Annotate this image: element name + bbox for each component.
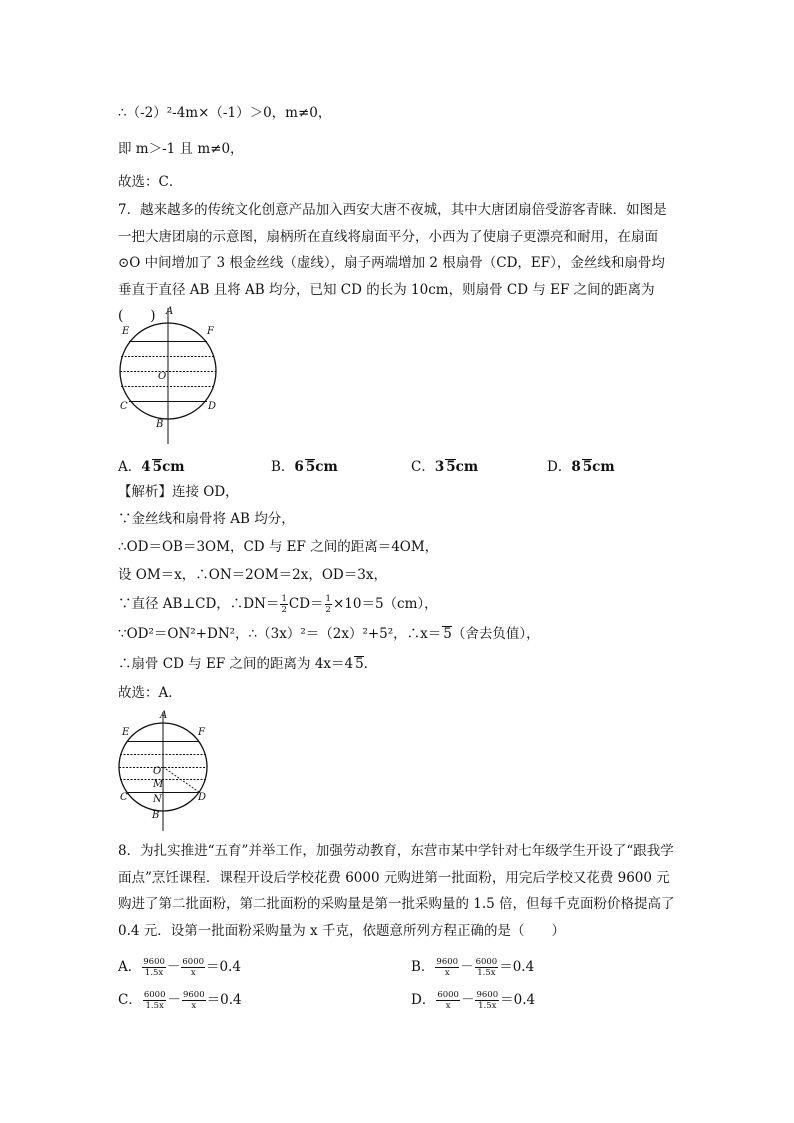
label-C: C	[120, 792, 128, 803]
label-O: O	[158, 371, 167, 382]
question-7-text: 7．越来越多的传统文化创意产品加入西安大唐不夜城，其中大唐团扇倍受游客青睐．如图是一把大唐团扇的示意图，扇柄所在直线将扇面平分，小西为了使扇子更漂亮和耐用，在扇面⊙O 中间增加了 3 根金丝线（虚线），扇子两端增加 2 根扇骨（CD，EF），金丝线和扇骨均垂直于直径 AB 且将 AB 均分，已知 CD 的长为 10cm，则扇骨 CD 与 EF 之间的距离为( )	[118, 202, 667, 324]
label-F: F	[207, 326, 214, 337]
q7-option-a: A．4 5cm	[118, 459, 185, 475]
label-M: M	[153, 779, 164, 790]
label-C: C	[120, 401, 128, 412]
label-F: F	[198, 727, 205, 738]
label-D: D	[208, 401, 217, 412]
solution-line-3: ∴OD＝OB＝3OM，CD 与 EF 之间的距离＝4OM，	[118, 539, 439, 555]
fraction-half: $\frac{1}{2}$	[281, 594, 287, 615]
prev-line-2: 即 m＞-1 且 m≠0，	[118, 141, 244, 157]
solution-line-5: ∵直径 AB⊥CD，∴DN＝ $\frac{1}{2}$ CD＝ $\frac{1}{2}$ ×10＝5（cm），	[118, 594, 438, 615]
label-O: O	[153, 766, 162, 777]
q8-option-d: D． $\frac{6000}{x}$ － $\frac{9600}{1.5x}$ ＝0.4	[411, 990, 536, 1011]
fan-figure	[116, 302, 226, 447]
q7-option-d: D．8 5cm	[547, 459, 615, 475]
solution-line-7: ∴扇骨 CD 与 EF 之间的距离为 4x＝4 5．	[118, 656, 378, 672]
q8-option-c: C． $\frac{6000}{1.5x}$ － $\frac{9600}{x}$ ＝0.4	[118, 990, 242, 1011]
fraction-half-2: $\frac{1}{2}$	[325, 594, 331, 615]
q7-option-c: C．3 5cm	[411, 459, 479, 475]
q8-option-b: B． $\frac{9600}{x}$ － $\frac{6000}{1.5x}$ ＝0.4	[411, 957, 535, 978]
solution-line-4: 设 OM＝x，∴ON＝2OM＝2x，OD＝3x，	[118, 567, 387, 583]
label-B: B	[156, 419, 164, 430]
label-A: A	[160, 710, 168, 721]
label-N: N	[153, 794, 162, 805]
q7-option-b: B．6 5cm	[271, 459, 338, 475]
fan-solution-figure	[116, 706, 226, 834]
solution-line-6: ∵OD²＝ON²+DN²，∴（3x）²＝（2x）²+5²，∴x＝ 5（舍去负值），	[118, 626, 540, 642]
label-A: A	[166, 306, 174, 317]
label-D: D	[198, 792, 207, 803]
question-8-text: 8．为扎实推进“五育”并举工作，加强劳动教育，东营市某中学针对七年级学生开设了“跟我学面点”烹饪课程．课程开设后学校花费 6000 元购进第一批面粉，用完后学校又花费 9600 元购进了第二批面粉，第二批面粉的采购量是第一批采购量的 1.5 倍，但每千克面粉价格提高了 0.4 元．设第一批面粉采购量为 x 千克，依题意所列方程正确的是（ ）	[118, 843, 675, 939]
label-B: B	[152, 810, 160, 821]
label-E: E	[122, 727, 130, 738]
label-E: E	[122, 326, 130, 337]
prev-line-1: ∴（-2）²-4m×（-1）＞0，m≠0，	[118, 105, 332, 121]
solution-line-1: 【解析】连接 OD，	[118, 484, 239, 500]
solution-answer: 故选：A．	[118, 685, 182, 701]
solution-line-2: ∵金丝线和扇骨将 AB 均分，	[118, 511, 295, 527]
q8-option-a: A． $\frac{9600}{1.5x}$ － $\frac{6000}{x}$ ＝0.4	[118, 957, 242, 978]
prev-answer: 故选：C．	[118, 174, 183, 190]
